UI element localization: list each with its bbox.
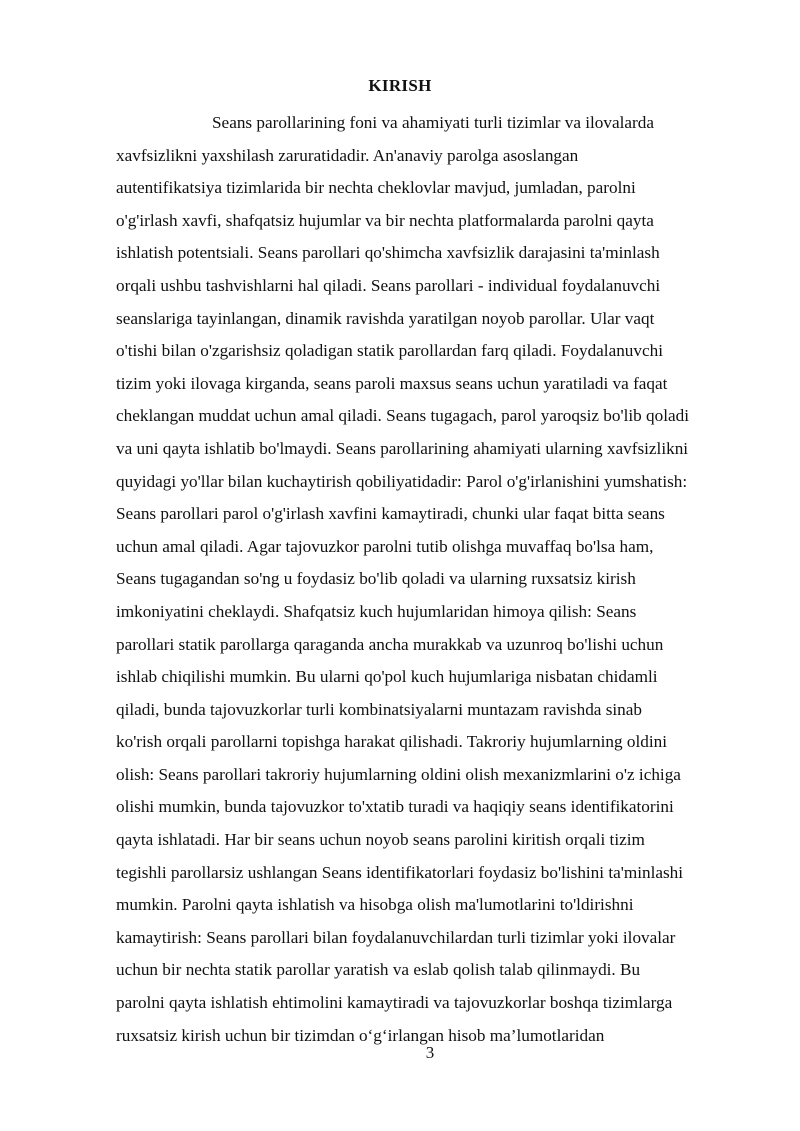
text-line: qayta ishlatadi. Har bir seans uchun noyob seans parolini kiritish orqali tizim	[116, 830, 645, 850]
text-line: cheklangan muddat uchun amal qiladi. Seans tugagach, parol yaroqsiz bo'lib qoladi	[116, 406, 689, 426]
section-heading: KIRISH	[368, 76, 432, 95]
text-line: autentifikatsiya tizimlarida bir nechta cheklovlar mavjud, jumladan, parolni	[116, 178, 636, 198]
text-line: olish: Seans parollari takroriy hujumlarning oldini olish mexanizmlarini o'z ichiga	[116, 764, 681, 784]
text-line: mumkin. Parolni qayta ishlatish va hisobga olish ma'lumotlarini to'ldirishni	[116, 895, 634, 915]
text-line: ishlatish potentsiali. Seans parollari qo'shimcha xavfsizlik darajasini ta'minlash	[116, 243, 660, 263]
text-line: ko'rish orqali parollarni topishga harakat qilishadi. Takroriy hujumlarning oldini	[116, 732, 667, 752]
text-line: uchun amal qiladi. Agar tajovuzkor parolni tutib olishga muvaffaq bo'lsa ham,	[116, 536, 654, 556]
text-line: ruxsatsiz kirish uchun bir tizimdan o‘g‘irlangan hisob ma’lumotlaridan	[116, 1025, 605, 1045]
text-line: o'tishi bilan o'zgarishsiz qoladigan statik parollardan farq qiladi. Foydalanuvchi	[116, 341, 663, 361]
text-line: uchun bir nechta statik parollar yaratish va eslab qolish talab qilinmaydi. Bu	[116, 960, 641, 980]
text-line: xavfsizlikni yaxshilash zaruratidadir. An'anaviy parolga asoslangan	[116, 145, 579, 165]
text-line: kamaytirish: Seans parollari bilan foydalanuvchilardan turli tizimlar yoki ilovalar	[116, 927, 676, 947]
text-line: qiladi, bunda tajovuzkorlar turli kombinatsiyalarni muntazam ravishda sinab	[116, 699, 642, 719]
text-line: ishlab chiqilishi mumkin. Bu ularni qo'pol kuch hujumlariga nisbatan chidamli	[116, 667, 658, 687]
text-line: o'g'irlash xavfi, shafqatsiz hujumlar va bir nechta platformalarda parolni qayta	[116, 210, 654, 230]
text-line: orqali ushbu tashvishlarni hal qiladi. Seans parollari - individual foydalanuvchi	[116, 275, 661, 295]
text-line: tegishli parollarsiz ushlangan Seans identifikatorlari foydasiz bo'lishini ta'minlashi	[116, 862, 684, 882]
text-line: Seans parollarining foni va ahamiyati turli tizimlar va ilovalarda	[212, 113, 654, 132]
text-line: parolni qayta ishlatish ehtimolini kamaytiradi va tajovuzkorlar boshqa tizimlarga	[116, 993, 673, 1013]
text-line: parollari statik parollarga qaraganda ancha murakkab va uzunroq bo'lishi uchun	[116, 634, 664, 654]
text-line: va uni qayta ishlatib bo'lmaydi. Seans parollarining ahamiyati ularning xavfsizlikni	[116, 438, 689, 458]
text-line: imkoniyatini cheklaydi. Shafqatsiz kuch hujumlaridan himoya qilish: Seans	[116, 601, 637, 621]
text-line: Seans parollari parol o'g'irlash xavfini kamaytiradi, chunki ular faqat bitta seans	[116, 504, 665, 524]
page-number: 3	[425, 1043, 435, 1062]
body-paragraph	[116, 107, 756, 1052]
text-line: Seans tugagandan so'ng u foydasiz bo'lib qoladi va ularning ruxsatsiz kirish	[116, 569, 636, 589]
text-line: tizim yoki ilovaga kirganda, seans paroli maxsus seans uchun yaratiladi va faqat	[116, 373, 668, 393]
text-line: olishi mumkin, bunda tajovuzkor to'xtatib turadi va haqiqiy seans identifikatorini	[116, 797, 674, 817]
text-line: quyidagi yo'llar bilan kuchaytirish qobiliyatidadir: Parol o'g'irlanishini yumshatish:	[116, 471, 688, 491]
text-line: seanslariga tayinlangan, dinamik ravishda yaratilgan noyob parollar. Ular vaqt	[116, 308, 655, 328]
